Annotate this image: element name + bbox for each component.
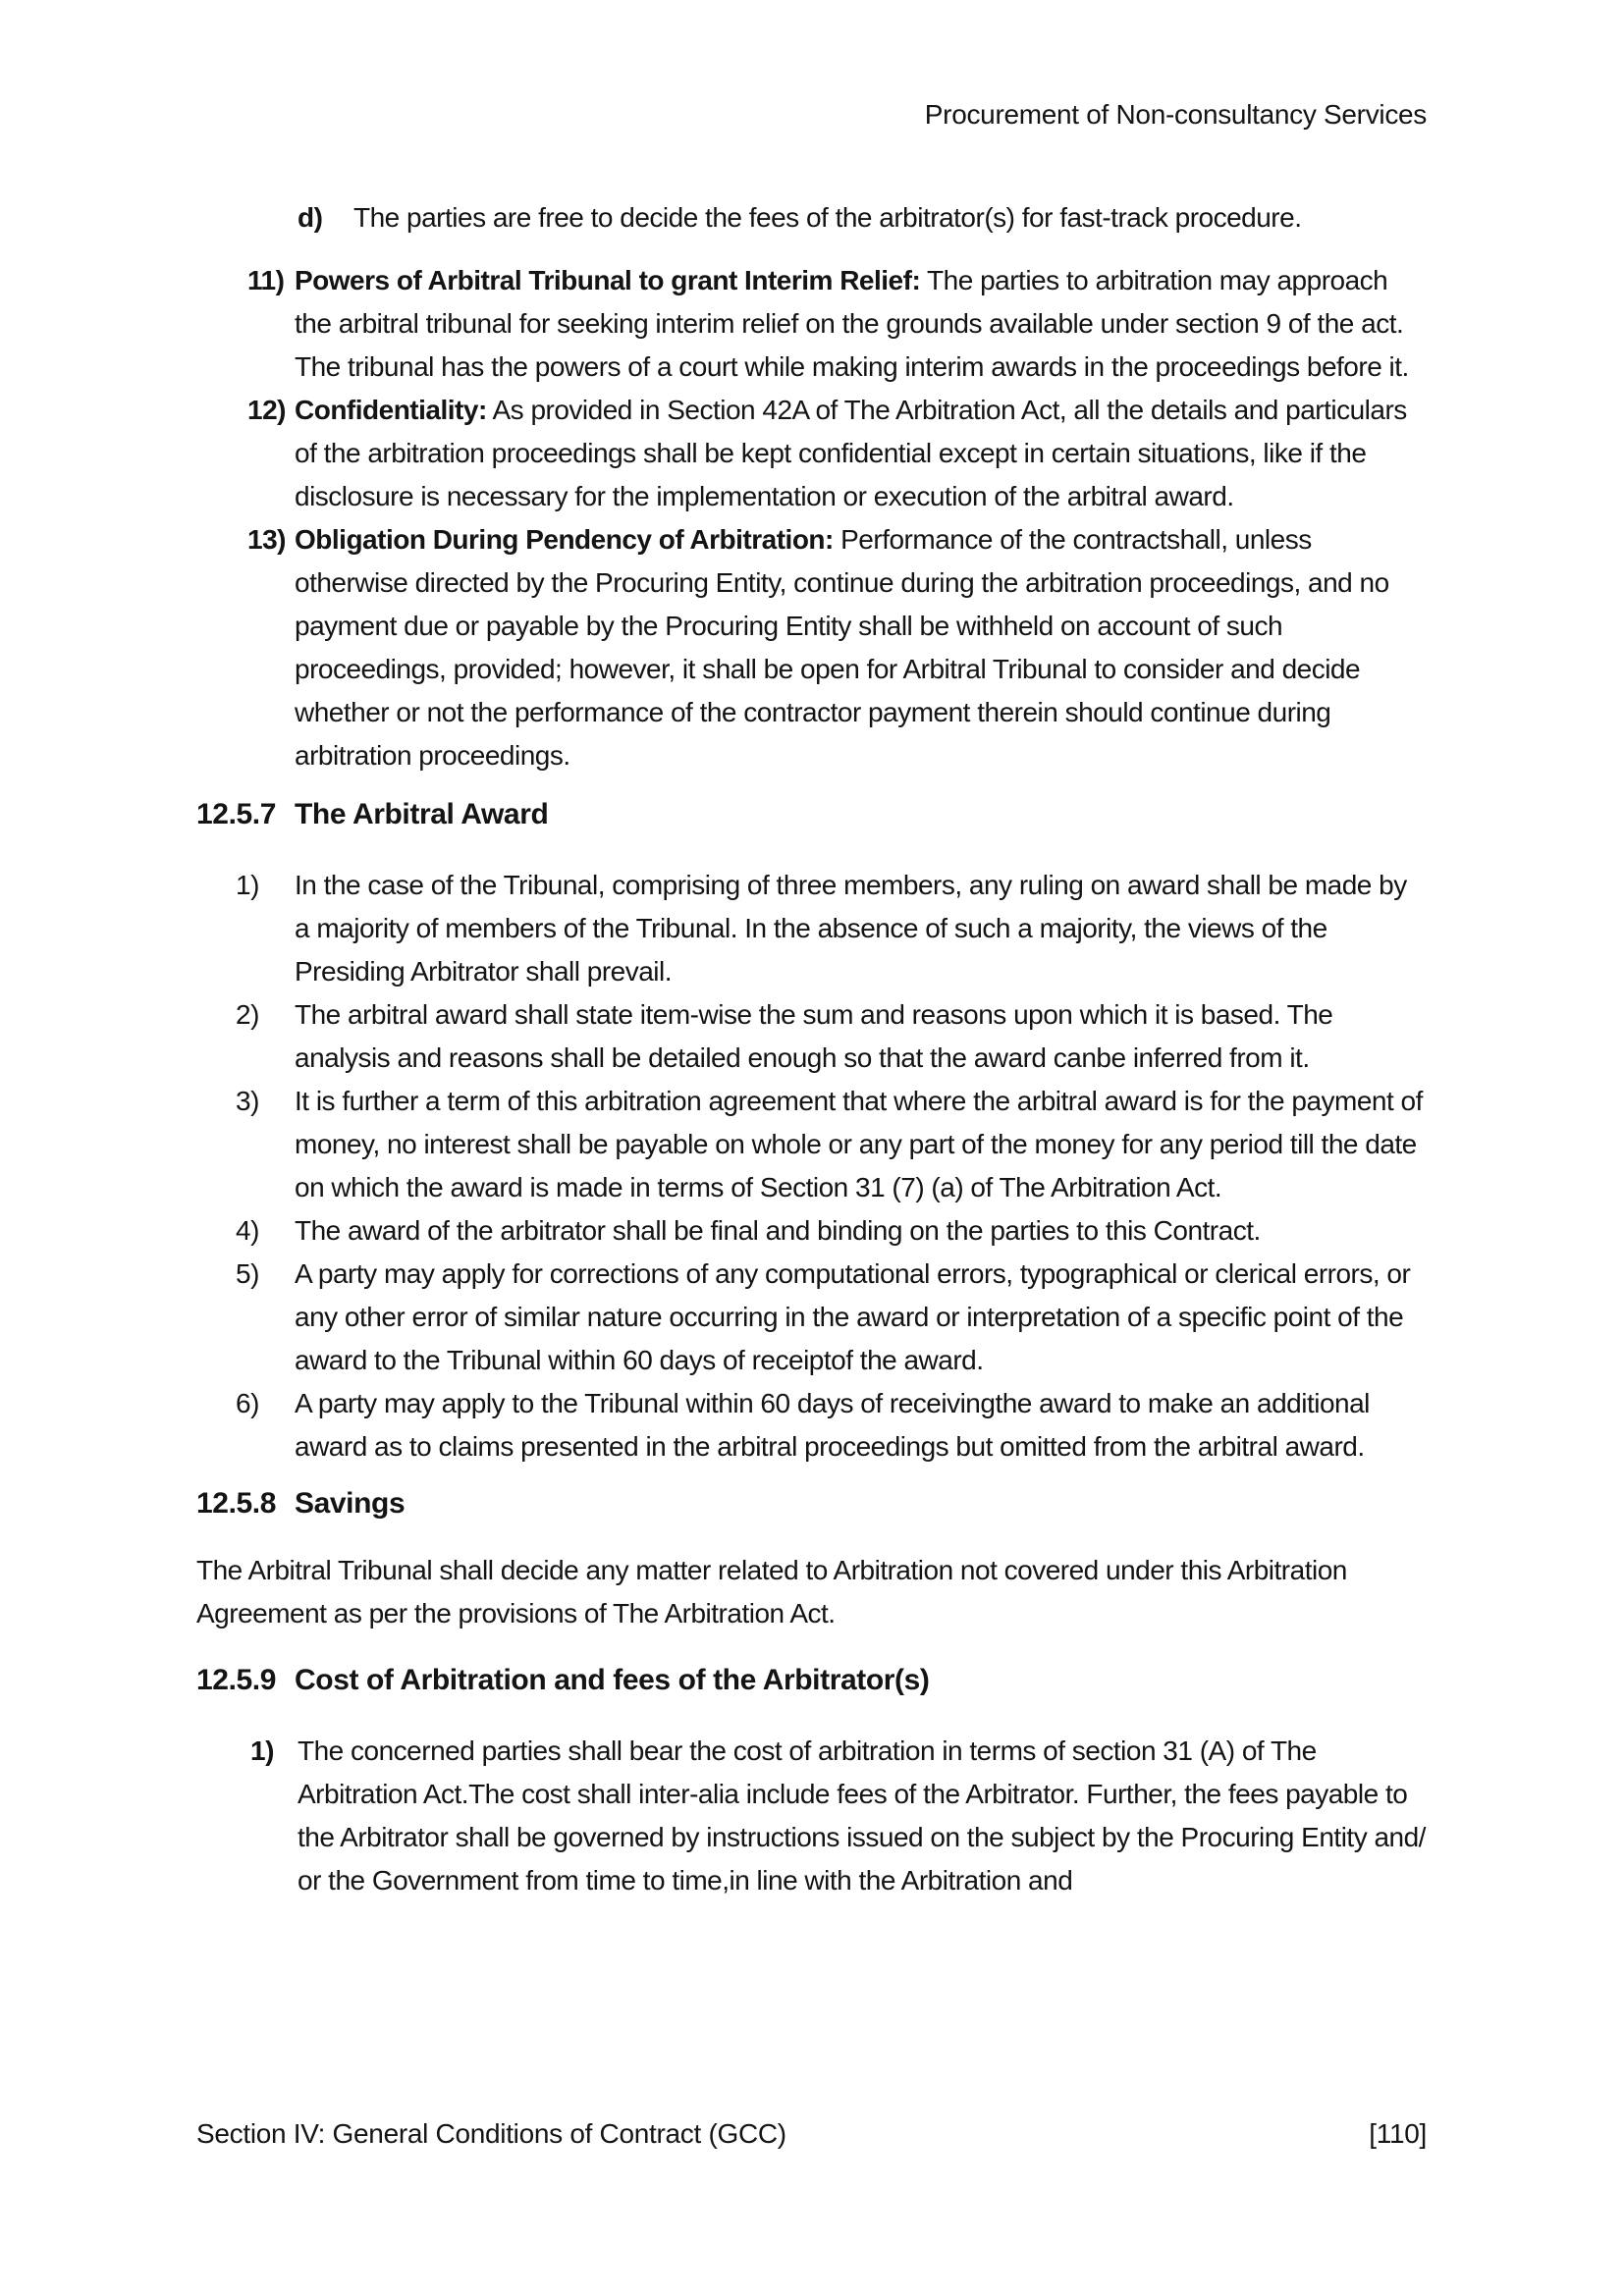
list-item-text: In the case of the Tribunal, comprising of three members, any ruling on award shall be made by a majority of members of the Tribunal. In the absence of such a majority, the views of the Presiding Arbitrator shall prevail. (295, 870, 1407, 987)
list-item-number: d) (298, 202, 323, 233)
numbered-list-arbitral-award (196, 864, 1428, 1468)
list-item-number: 11) (247, 265, 285, 295)
list-item-body-text: Performance of the contractshall, unless otherwise directed by the Procuring Entity, continue during the arbitration proceedings, and no payment due or payable by the Procuring Entity shall be withheld on account of such proceedings, provided; however, it shall be open for Arbitral Tribunal to consider and decide whether or not the performance of the contractor payment therein should continue during arbitration proceedings. (295, 524, 1389, 771)
list-item-number: 1) (236, 870, 259, 900)
list-item-bold-label: Confidentiality: (295, 395, 487, 425)
numbered-list-cost-of-arbitration (196, 1730, 1428, 1902)
section-heading-12-5-7 (196, 793, 1428, 836)
footer-section-label: Section IV: General Conditions of Contract (GCC) (196, 2118, 786, 2149)
list-item (196, 1730, 1428, 1902)
list-item (196, 993, 1428, 1080)
list-item-text (295, 389, 1428, 518)
list-item-text: The concerned parties shall bear the cost of arbitration in terms of section 31 (A) of The Arbitration Act.The cost shall inter-alia include fees of the Arbitrator. Further, the fees payable to the Arbitrator shall be governed by instructions issued on the subject by the Procuring Entity and/ or the Government from time to time,in line with the Arbitration and (298, 1735, 1426, 1896)
list-item-number: 3) (236, 1086, 259, 1116)
list-item-number: 4) (236, 1215, 259, 1246)
section-title: Cost of Arbitration and fees of the Arbitrator(s) (295, 1664, 930, 1696)
list-item-bold-label: Powers of Arbitral Tribunal to grant Interim Relief: (295, 265, 921, 295)
section-number: 12.5.9 (196, 1664, 277, 1696)
list-item-number: 2) (236, 999, 259, 1030)
list-item-d (196, 196, 1428, 240)
list-item-text: The parties are free to decide the fees of the arbitrator(s) for fast-track procedure. (353, 202, 1302, 233)
list-item (196, 259, 1428, 389)
numbered-list-11-13 (196, 259, 1428, 777)
savings-paragraph: The Arbitral Tribunal shall decide any matter related to Arbitration not covered under this Arbitration Agreement as per the provisions of The Arbitration Act. (196, 1555, 1347, 1629)
section-title: Savings (295, 1487, 406, 1520)
section-heading-12-5-9 (196, 1659, 1428, 1702)
footer-page-number: [110] (1369, 2118, 1427, 2149)
running-header: Procurement of Non-consultancy Services (924, 99, 1427, 130)
list-item (196, 1209, 1428, 1253)
list-item-number: 12) (247, 395, 286, 425)
list-item-number: 1) (250, 1735, 274, 1766)
list-item-number: 6) (236, 1388, 259, 1418)
list-item-text: It is further a term of this arbitration agreement that where the arbitral award is for the payment of money, no interest shall be payable on whole or any part of the money for any period till the date on which the award is made in terms of Section 31 (7) (a) of The Arbitration Act. (295, 1086, 1423, 1202)
page-footer (196, 2112, 1427, 2156)
list-item (196, 864, 1428, 993)
list-item-body-text: The parties to arbitration may approach the arbitral tribunal for seeking interim relief on the grounds available under section 9 of the act. The tribunal has the powers of a court while making interim awards in the proceedings before it. (295, 265, 1409, 382)
section-number: 12.5.7 (196, 798, 277, 830)
list-item-number: 13) (247, 524, 286, 555)
list-item-text: A party may apply for corrections of any computational errors, typographical or clerical errors, or any other error of similar nature occurring in the award or interpretation of a specific point of the award to the Tribunal within 60 days of receiptof the award. (295, 1258, 1411, 1375)
page-content (196, 0, 1428, 1902)
list-item-text: The award of the arbitrator shall be final and binding on the parties to this Contract. (295, 1215, 1261, 1246)
list-item (196, 1080, 1428, 1209)
list-item-text (295, 518, 1428, 777)
list-item-text: A party may apply to the Tribunal within 60 days of receivingthe award to make an additional award as to claims presented in the arbitral proceedings but omitted from the arbitral award. (295, 1388, 1370, 1462)
list-item (196, 518, 1428, 777)
list-item-number: 5) (236, 1258, 259, 1289)
list-item-text: The arbitral award shall state item-wise the sum and reasons upon which it is based. The analysis and reasons shall be detailed enough so that the award canbe inferred from it. (295, 999, 1333, 1073)
list-item-text (295, 259, 1428, 389)
section-title: The Arbitral Award (295, 798, 549, 830)
list-item-bold-label: Obligation During Pendency of Arbitration: (295, 524, 834, 555)
list-item (196, 1382, 1428, 1468)
section-number: 12.5.8 (196, 1487, 277, 1520)
list-item (196, 389, 1428, 518)
section-heading-12-5-8 (196, 1482, 1428, 1525)
list-item-body-text: As provided in Section 42A of The Arbitration Act, all the details and particulars of the arbitration proceedings shall be kept confidential except in certain situations, like if the disclosure is necessary for the implementation or execution of the arbitral award. (295, 395, 1407, 511)
list-item (196, 1253, 1428, 1382)
